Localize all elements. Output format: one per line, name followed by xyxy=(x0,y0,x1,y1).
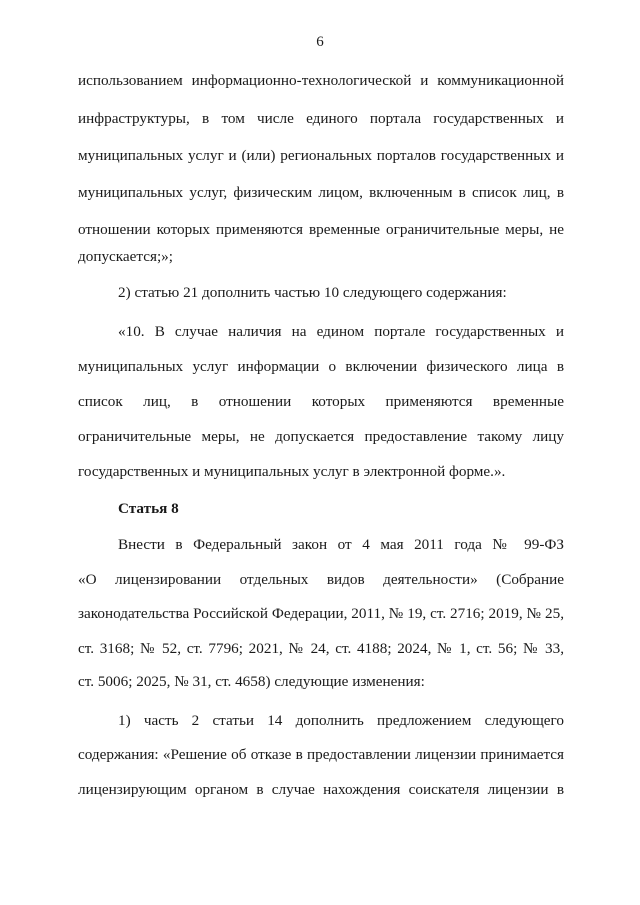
article-heading: Статья 8 xyxy=(118,500,179,517)
text-line: содержания: «Решение об отказе в предоставлении лицензии принимается xyxy=(78,746,564,763)
text-line: ст. 3168; № 52, ст. 7796; 2021, № 24, ст. 4188; 2024, № 1, ст. 56; № 33, xyxy=(78,640,564,657)
text-line: 2) статью 21 дополнить частью 10 следующего содержания: xyxy=(118,284,507,301)
text-line: муниципальных услуг, физическим лицом, включенным в список лиц, в xyxy=(78,184,564,201)
text-line: допускается;»; xyxy=(78,248,173,265)
text-line: инфраструктуры, в том числе единого портала государственных и xyxy=(78,110,564,127)
page-number: 6 xyxy=(316,34,324,50)
text-line: государственных и муниципальных услуг в электронной форме.». xyxy=(78,463,506,480)
text-line: Внести в Федеральный закон от 4 мая 2011 года № 99-ФЗ xyxy=(118,536,564,553)
text-line: ограничительные меры, не допускается предоставление такому лицу xyxy=(78,428,564,445)
text-line: муниципальных услуг информации о включении физического лица в xyxy=(78,358,564,375)
text-line: «О лицензировании отдельных видов деятельности» (Собрание xyxy=(78,571,564,588)
text-line: законодательства Российской Федерации, 2011, № 19, ст. 2716; 2019, № 25, xyxy=(78,605,564,622)
text-line: «10. В случае наличия на едином портале государственных и xyxy=(118,323,564,340)
text-line: муниципальных услуг и (или) региональных порталов государственных и xyxy=(78,147,564,164)
text-line: отношении которых применяются временные ограничительные меры, не xyxy=(78,221,564,238)
text-line: использованием информационно-технологической и коммуникационной xyxy=(78,72,564,89)
text-line: ст. 5006; 2025, № 31, ст. 4658) следующие изменения: xyxy=(78,673,425,690)
text-line: список лиц, в отношении которых применяются временные xyxy=(78,393,564,410)
text-line: 1) часть 2 статьи 14 дополнить предложением следующего xyxy=(118,712,564,729)
text-line: лицензирующим органом в случае нахождения соискателя лицензии в xyxy=(78,781,564,798)
